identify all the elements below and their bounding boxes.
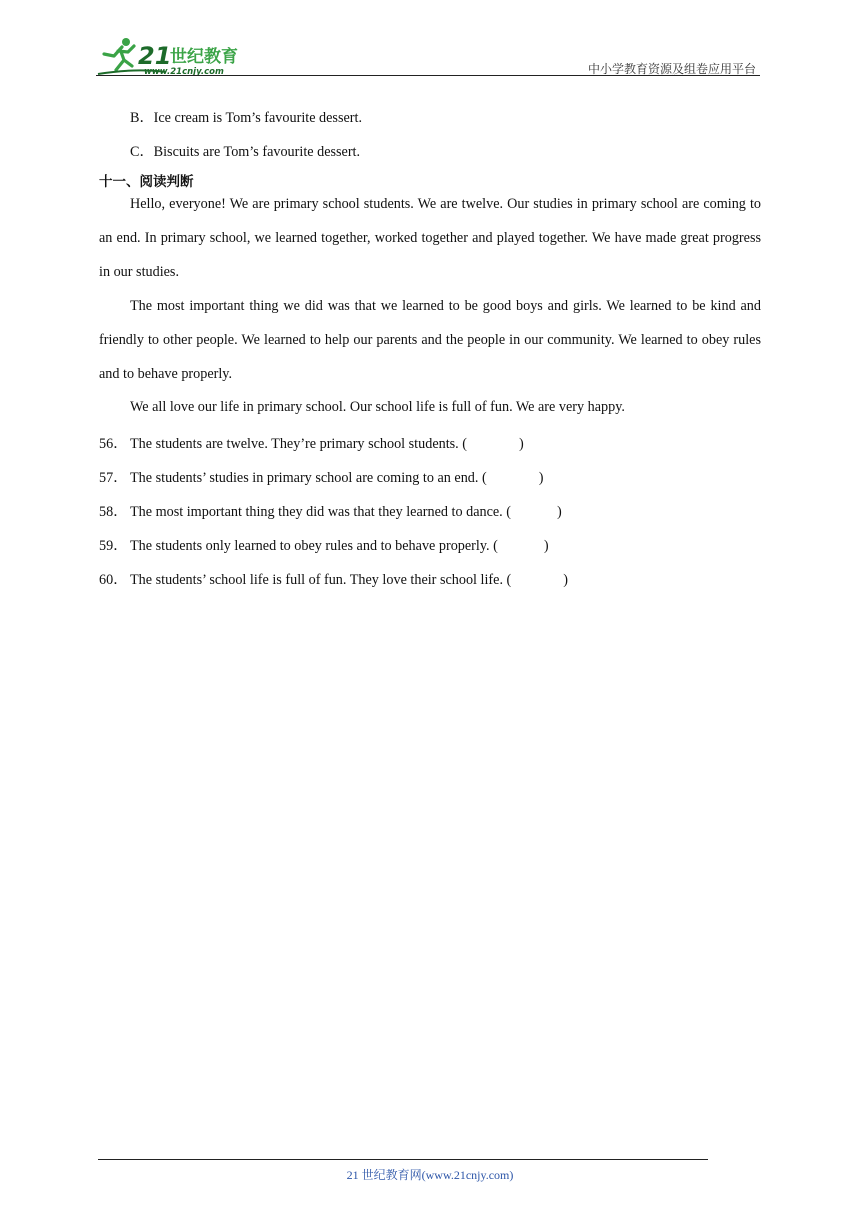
question-text: The students are twelve. They’re primary school students. (: [130, 436, 467, 452]
svg-text:www.21cnjy.com: www.21cnjy.com: [144, 67, 224, 76]
page-header: [96, 30, 760, 78]
question-text: The students only learned to obey rules and to behave properly. (: [130, 538, 498, 554]
option-c: [130, 141, 792, 161]
question-text: The students’ school life is full of fun. They love their school life. (: [130, 572, 512, 588]
close-paren: ): [538, 470, 544, 486]
question-text: The most important thing they did was that they learned to dance. (: [130, 504, 511, 520]
question-number: 60．: [99, 572, 128, 588]
footer-divider: [98, 1159, 708, 1160]
passage-paragraph-2: The most important thing we did was that we learned to be good boys and girls. We learned to be kind and friendly to other people. We learned to help our parents and the people in our community. We learned to obey rules and to behave properly.: [99, 298, 761, 382]
question-number: 57．: [99, 470, 128, 486]
section-title: 十一、阅读判断: [99, 174, 194, 190]
question-60: [99, 569, 761, 589]
option-text: Biscuits are Tom’s favourite dessert.: [153, 144, 361, 160]
close-paren: ): [519, 436, 524, 452]
question-number: 58．: [99, 504, 128, 520]
question-text: The students’ studies in primary school are coming to an end. (: [130, 470, 487, 486]
question-number: 56．: [99, 436, 128, 452]
option-letter: C．: [130, 144, 154, 160]
close-paren: ): [543, 538, 549, 554]
svg-text:世纪教育: 世纪教育: [170, 47, 238, 67]
question-56: [99, 433, 761, 453]
svg-text:21: 21: [138, 42, 172, 70]
passage-paragraph-1: Hello, everyone! We are primary school students. We are twelve. Our studies in primary school are coming to an end. In primary school, we learned together, worked together and played together. We have made great progress in our studies.: [99, 196, 761, 280]
header-divider: [96, 75, 760, 76]
option-b: [130, 107, 792, 127]
question-59: [99, 535, 761, 555]
option-letter: B．: [130, 110, 154, 126]
footer-link[interactable]: 21 世纪教育网(www.21cnjy.com): [346, 1168, 514, 1182]
passage-paragraph-3: We all love our life in primary school. Our school life is full of fun. We are very happy.: [130, 399, 625, 415]
platform-title: 中小学教育资源及组卷应用平台: [587, 62, 756, 76]
close-paren: ): [557, 504, 562, 520]
close-paren: ): [563, 572, 569, 588]
question-number: 59．: [99, 538, 128, 554]
question-57: [99, 467, 761, 487]
option-text: Ice cream is Tom’s favourite dessert.: [153, 110, 362, 126]
question-58: [99, 501, 761, 521]
logo-icon: [96, 34, 266, 76]
